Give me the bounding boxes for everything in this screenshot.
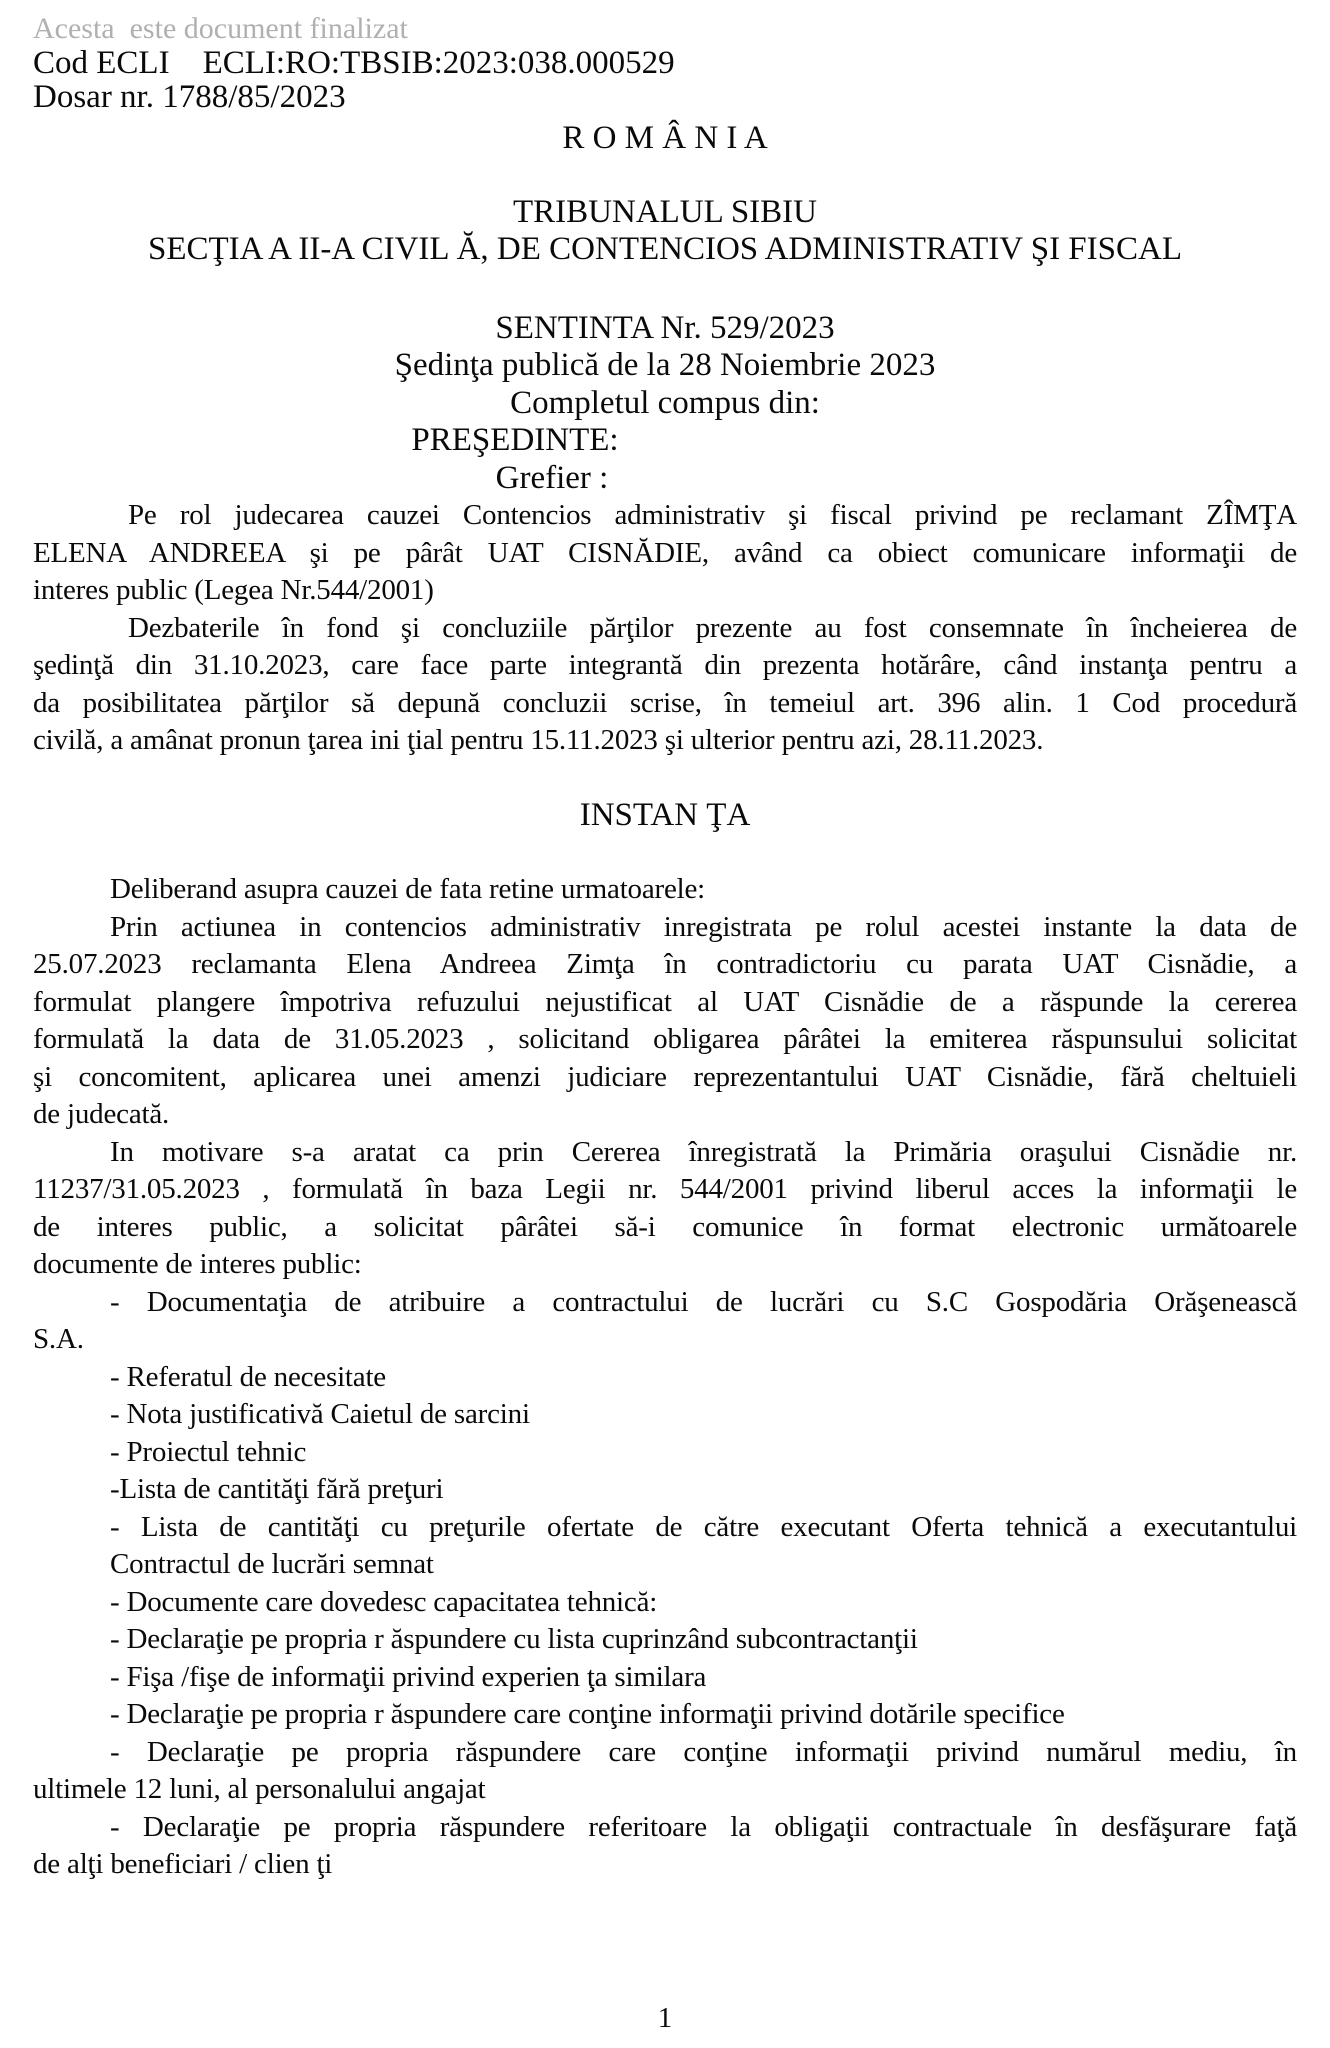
text-line: Prin actiunea in contencios administrativ inregistrata pe rolul acestei instante la data de	[110, 910, 1297, 943]
text-line: şedinţă din 31.10.2023, care face parte integrantă din prezenta hotărâre, când instanţa pentru a	[33, 649, 1297, 681]
text-line: ELENA ANDREEA şi pe pârât UAT CISNĂDIE, având ca obiect comunicare informaţii de	[33, 536, 1297, 569]
paragraph-in-motivare	[33, 1134, 1297, 1284]
text-line: formulat plangere împotriva refuzului nejustificat al UAT Cisnădie de a răspunde la cererea	[33, 985, 1297, 1018]
paragraph-pe-rol	[33, 497, 1297, 610]
text-line: civilă, a amânat pronun ţarea ini ţial pentru 15.11.2023 şi ulterior pentru azi, 28.11.2023.	[33, 724, 1044, 756]
list-item-documentatia	[33, 1284, 1297, 1359]
list-item-declaratie-personal	[33, 1734, 1297, 1809]
page-number: 1	[657, 2002, 673, 2034]
sentence-number-heading: SENTINTA Nr. 529/2023	[495, 309, 835, 346]
clerk-line	[33, 460, 1297, 498]
instanta-heading: INSTAN ŢA	[579, 796, 751, 833]
list-item-lista-cu-preturi	[33, 1509, 1297, 1547]
list-item-declaratie-dotari	[33, 1696, 1297, 1734]
text-line: -Lista de cantităţi fără preţuri	[110, 1473, 444, 1505]
text-line: documente de interes public:	[33, 1248, 362, 1280]
text-line: - Documente care dovedesc capacitatea tehnică:	[110, 1585, 658, 1618]
list-item-declaratie-subcontractanti	[33, 1621, 1297, 1659]
list-item-lista-fara-preturi	[33, 1471, 1297, 1509]
text-line: In motivare s-a aratat ca prin Cererea înregistrată la Primăria oraşului Cisnădie nr.	[110, 1135, 1297, 1168]
list-item-proiect-tehnic	[33, 1434, 1297, 1472]
text-line: - Referatul de necesitate	[110, 1360, 386, 1393]
text-line: - Declaraţie pe propria r ăspundere care conţine informaţii privind dotările specifice	[110, 1698, 1065, 1730]
hearing-session-line: Şedinţa publică de la 28 Noiembrie 2023	[394, 347, 936, 383]
list-item-contract-semnat	[33, 1546, 1297, 1584]
text-line: - Declaraţie pe propria răspundere referitoare la obligaţii contractuale în desfăşurare faţă	[110, 1810, 1297, 1843]
text-line: - Declaraţie pe propria r ăspundere cu lista cuprinzând subcontractanţii	[110, 1623, 918, 1655]
text-line: şi concomitent, aplicarea unei amenzi judiciare reprezentantului UAT Cisnădie, fără cheltuieli	[33, 1060, 1297, 1093]
paragraph-dezbateri	[33, 610, 1297, 760]
list-item-nota-justificativa	[33, 1396, 1297, 1434]
text-line: - Lista de cantităţi cu preţurile ofertate de către executant Oferta tehnică a executantului	[110, 1510, 1297, 1543]
text-line: 11237/31.05.2023 , formulată în baza Legii nr. 544/2001 privind liberul acces la informaţii le	[33, 1173, 1297, 1205]
text-line: de judecată.	[33, 1098, 170, 1130]
text-line: interes public (Legea Nr.544/2001)	[33, 574, 434, 606]
president-label: PREŞEDINTE:	[411, 422, 619, 458]
text-line: - Declaraţie pe propria răspundere care conţine informaţii privind numărul mediu, în	[110, 1735, 1297, 1768]
text-line: - Fişa /fişe de informaţii privind experien ţa similara	[110, 1660, 707, 1693]
text-line: de alţi beneficiari / clien ţi	[33, 1848, 333, 1880]
president-line	[33, 422, 1297, 460]
text-line: S.A.	[33, 1323, 84, 1355]
country-heading: R O M Â N I A	[562, 120, 768, 156]
case-number-line: Dosar nr. 1788/85/2023	[33, 79, 346, 115]
finalized-watermark: Acesta este document finalizat	[33, 12, 408, 45]
list-item-documente-capacitate	[33, 1584, 1297, 1622]
paragraph-deliberand	[33, 871, 1297, 909]
text-line: Dezbaterile în fond şi concluziile părţilor prezente au fost consemnate în încheierea de	[128, 611, 1297, 644]
court-section: SECŢIA A II-A CIVIL Ă, DE CONTENCIOS ADMINISTRATIV ŞI FISCAL	[147, 231, 1183, 267]
text-line: - Documentaţia de atribuire a contractului de lucrări cu S.C Gospodăria Orăşenească	[110, 1285, 1297, 1318]
list-item-declaratie-obligatii	[33, 1809, 1297, 1884]
text-line: Pe rol judecarea cauzei Contencios administrativ şi fiscal privind pe reclamant ZÎMŢA	[128, 499, 1297, 531]
text-line: da posibilitatea părţilor să depună concluzii scrise, în temeiul art. 396 alin. 1 Cod procedură	[33, 686, 1297, 719]
text-line: 25.07.2023 reclamanta Elena Andreea Zimţa în contradictoriu cu parata UAT Cisnădie, a	[33, 948, 1297, 980]
list-item-referat	[33, 1359, 1297, 1397]
clerk-label: Grefier :	[495, 459, 609, 496]
court-name: TRIBUNALUL SIBIU	[512, 193, 817, 230]
panel-composition-line: Completul compus din:	[510, 384, 820, 421]
list-item-fisa-experienta	[33, 1659, 1297, 1697]
text-line: Deliberand asupra cauzei de fata retine urmatoarele:	[110, 873, 706, 905]
ecli-code-line: Cod ECLI ECLI:RO:TBSIB:2023:038.000529	[33, 45, 675, 81]
paragraph-prin-actiunea	[33, 909, 1297, 1134]
text-line: Contractul de lucrări semnat	[110, 1548, 434, 1580]
text-line: - Proiectul tehnic	[110, 1435, 307, 1468]
text-line: - Nota justificativă Caietul de sarcini	[110, 1398, 530, 1430]
text-line: de interes public, a solicitat pârâtei să-i comunice în format electronic următoarele	[33, 1210, 1297, 1243]
text-line: ultimele 12 luni, al personalului angajat	[33, 1773, 486, 1805]
text-line: formulată la data de 31.05.2023 , solicitand obligarea pârâtei la emiterea răspunsului solicitat	[33, 1023, 1297, 1055]
